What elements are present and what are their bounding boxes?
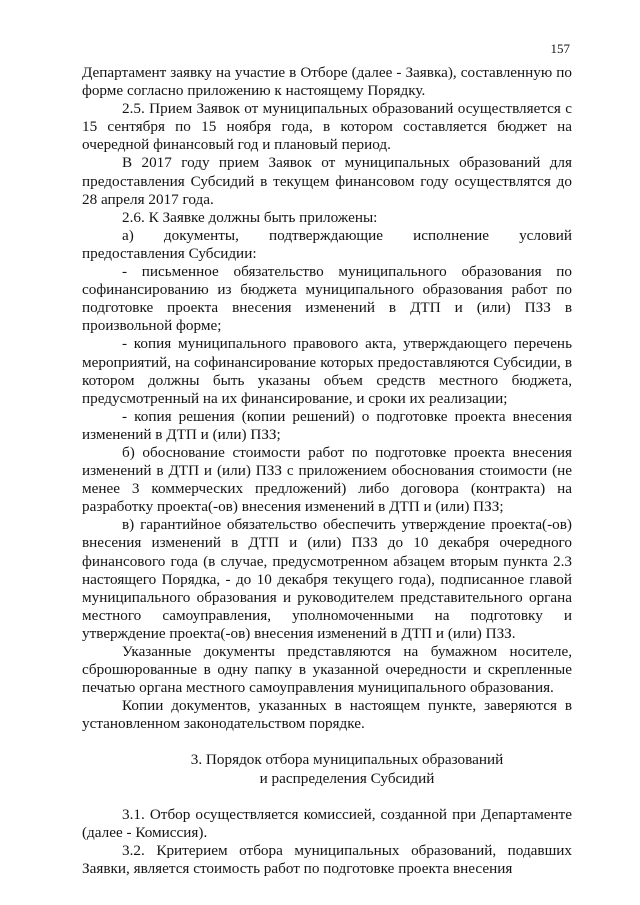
paragraph-2-6: 2.6. К Заявке должны быть приложены: bbox=[122, 208, 378, 226]
paragraph-item-c: в) гарантийное обязательство обеспечить утверждение проекта(-ов) внесения изменений в ДТП и (или) ПЗЗ до 10 декабря очередного финансового года (в случае, предусмотренном абзацем вторым пункта 2.3 настоящего Порядка, - до 10 декабря текущего года), подписанное главой муниципального образования и руководителем представительного органа местного самоуправления, уполномоченными на подготовку и утверждение проекта(-ов) внесения изменений в ДТП и (или) ПЗЗ. bbox=[82, 516, 572, 642]
paragraph-documents-format: Указанные документы представляются на бумажном носителе, сброшюрованные в одну папку в указанной очередности и скрепленные печатью органа местного самоуправления муниципального образования. bbox=[82, 643, 572, 697]
document-body bbox=[82, 64, 572, 878]
paragraph-copies-certified: Копии документов, указанных в настоящем пункте, заверяются в установленном законодательством порядке. bbox=[82, 697, 572, 733]
paragraph-bullet-legal-act: - копия муниципального правового акта, утверждающего перечень мероприятий, на софинансирование которых предоставляются Субсидии, в котором должны быть указаны объем средств местного бюджета, предусмотренный на их финансирование, и сроки их реализации; bbox=[82, 335, 572, 407]
paragraph-continuation: Департамент заявку на участие в Отборе (далее - Заявка), составленную по форме согласно приложению к настоящему Порядку. bbox=[82, 64, 572, 100]
page-number: 157 bbox=[550, 41, 570, 56]
paragraph-2017-intake: В 2017 году прием Заявок от муниципальных образований для предоставления Субсидий в текущем финансовом году осуществлятся до 28 апреля 2017 года. bbox=[82, 154, 572, 208]
paragraph-bullet-obligation: - письменное обязательство муниципального образования по софинансированию из бюджета муниципального образования работ по подготовке проекта внесения изменений в ДТП и (или) ПЗЗ в произвольной форме; bbox=[82, 263, 572, 335]
section-heading-line2: и распределения Субсидий bbox=[259, 769, 435, 787]
paragraph-2-5: 2.5. Прием Заявок от муниципальных образований осуществляется с 15 сентября по 15 ноября года, в котором составляется бюджет на очередной финансовый год и плановый период. bbox=[82, 100, 572, 154]
paragraph-item-b: б) обоснование стоимости работ по подготовке проекта внесения изменений в ДТП и (или) ПЗЗ с приложением обоснования стоимости (не менее 3 коммерческих предложений) либо договора (контракта) на разработку проекта(-ов) внесения изменений в ДТП и (или) ПЗЗ; bbox=[82, 443, 572, 516]
spacer bbox=[82, 733, 572, 751]
paragraph-3-2: 3.2. Критерием отбора муниципальных образований, подавших Заявки, является стоимость работ по подготовке проекта внесения bbox=[82, 841, 572, 877]
paragraph-item-a: а) документы, подтверждающие исполнение условий предоставления Субсидии: bbox=[82, 226, 572, 262]
spacer bbox=[82, 788, 572, 806]
paragraph-3-1: 3.1. Отбор осуществляется комиссией, созданной при Департаменте (далее - Комиссия). bbox=[82, 805, 572, 841]
section-heading-line1: 3. Порядок отбора муниципальных образований bbox=[190, 751, 504, 769]
paragraph-bullet-decision-copy: - копия решения (копии решений) о подготовке проекта внесения изменений в ДТП и (или) ПЗЗ; bbox=[82, 407, 572, 443]
